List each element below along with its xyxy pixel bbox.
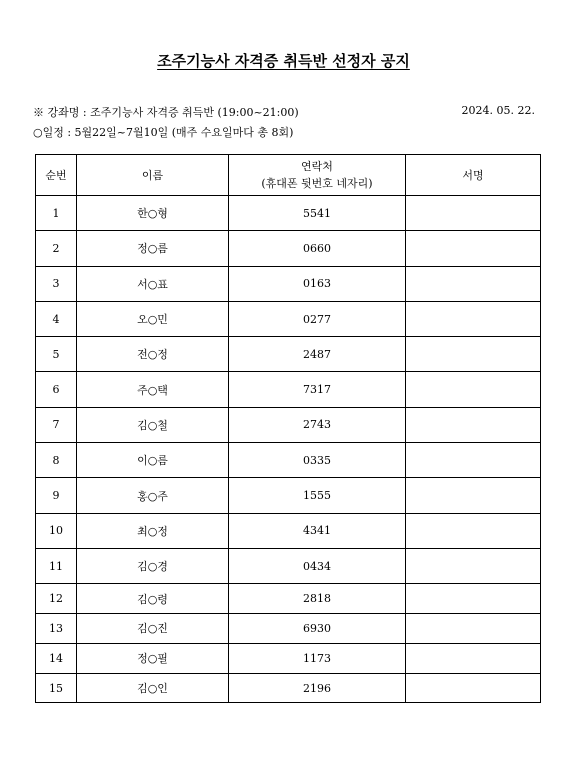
header-signature: 서명 xyxy=(406,155,541,196)
cell-name: 김○진 xyxy=(77,614,229,644)
cell-phone: 0660 xyxy=(229,231,406,266)
table-row xyxy=(36,614,541,644)
cell-phone: 7317 xyxy=(229,372,406,407)
cell-name: 김○령 xyxy=(77,584,229,614)
cell-no: 3 xyxy=(36,266,77,301)
cell-no: 12 xyxy=(36,584,77,614)
cell-no: 2 xyxy=(36,231,77,266)
cell-name: 정○름 xyxy=(77,231,229,266)
cell-signature xyxy=(406,372,541,407)
cell-name: 이○름 xyxy=(77,443,229,478)
cell-name: 한○형 xyxy=(77,196,229,231)
cell-name: 서○표 xyxy=(77,266,229,301)
cell-phone: 0335 xyxy=(229,443,406,478)
cell-signature xyxy=(406,584,541,614)
table-row xyxy=(36,478,541,513)
cell-name: 오○민 xyxy=(77,301,229,336)
table-row xyxy=(36,673,541,703)
cell-name: 김○철 xyxy=(77,407,229,442)
cell-name: 홍○주 xyxy=(77,478,229,513)
header-contact xyxy=(229,155,406,196)
document-title-text: 조주기능사 자격증 취득반 선정자 공지 xyxy=(157,52,410,70)
schedule-info: ○일정 : 5월22일~7월10일 (매주 수요일마다 총 8회) xyxy=(33,126,294,139)
cell-no: 10 xyxy=(36,513,77,548)
table-row xyxy=(36,584,541,614)
table-row xyxy=(36,372,541,407)
cell-name: 정○필 xyxy=(77,643,229,673)
header-contact-line2: (휴대폰 뒷번호 네자리) xyxy=(261,177,373,190)
cell-signature xyxy=(406,478,541,513)
cell-signature xyxy=(406,301,541,336)
table-row xyxy=(36,266,541,301)
table-row xyxy=(36,548,541,583)
cell-phone: 1555 xyxy=(229,478,406,513)
document-title xyxy=(0,50,567,71)
cell-phone: 5541 xyxy=(229,196,406,231)
course-info: ※ 강좌명 : 조주기능사 자격증 취득반 (19:00~21:00) xyxy=(33,106,299,119)
cell-no: 8 xyxy=(36,443,77,478)
table-row xyxy=(36,513,541,548)
cell-no: 4 xyxy=(36,301,77,336)
cell-phone: 6930 xyxy=(229,614,406,644)
cell-phone: 4341 xyxy=(229,513,406,548)
cell-no: 15 xyxy=(36,673,77,703)
cell-phone: 0163 xyxy=(229,266,406,301)
cell-signature xyxy=(406,443,541,478)
cell-name: 전○정 xyxy=(77,337,229,372)
cell-phone: 0434 xyxy=(229,548,406,583)
cell-name: 김○경 xyxy=(77,548,229,583)
cell-signature xyxy=(406,673,541,703)
cell-signature xyxy=(406,407,541,442)
cell-phone: 0277 xyxy=(229,301,406,336)
cell-signature xyxy=(406,196,541,231)
cell-signature xyxy=(406,513,541,548)
header-name: 이름 xyxy=(77,155,229,196)
table-row xyxy=(36,443,541,478)
cell-phone: 2487 xyxy=(229,337,406,372)
cell-no: 6 xyxy=(36,372,77,407)
cell-no: 14 xyxy=(36,643,77,673)
cell-no: 11 xyxy=(36,548,77,583)
header-no: 순번 xyxy=(36,155,77,196)
cell-phone: 2196 xyxy=(229,673,406,703)
cell-name: 주○택 xyxy=(77,372,229,407)
cell-no: 9 xyxy=(36,478,77,513)
cell-no: 13 xyxy=(36,614,77,644)
cell-signature xyxy=(406,337,541,372)
notice-date: 2024. 05. 22. xyxy=(461,104,535,117)
selected-participants-table xyxy=(35,154,541,703)
cell-signature xyxy=(406,614,541,644)
cell-name: 최○정 xyxy=(77,513,229,548)
header-contact-line1: 연락처 xyxy=(301,160,333,173)
table-body xyxy=(36,196,541,703)
table-row xyxy=(36,231,541,266)
cell-phone: 1173 xyxy=(229,643,406,673)
cell-phone: 2743 xyxy=(229,407,406,442)
table-row xyxy=(36,301,541,336)
cell-name: 김○인 xyxy=(77,673,229,703)
cell-signature xyxy=(406,643,541,673)
table-row xyxy=(36,643,541,673)
cell-signature xyxy=(406,548,541,583)
cell-phone: 2818 xyxy=(229,584,406,614)
cell-no: 7 xyxy=(36,407,77,442)
cell-signature xyxy=(406,231,541,266)
cell-no: 1 xyxy=(36,196,77,231)
table-row xyxy=(36,337,541,372)
table-row xyxy=(36,407,541,442)
cell-no: 5 xyxy=(36,337,77,372)
cell-signature xyxy=(406,266,541,301)
table-header-row xyxy=(36,155,541,196)
table-row xyxy=(36,196,541,231)
